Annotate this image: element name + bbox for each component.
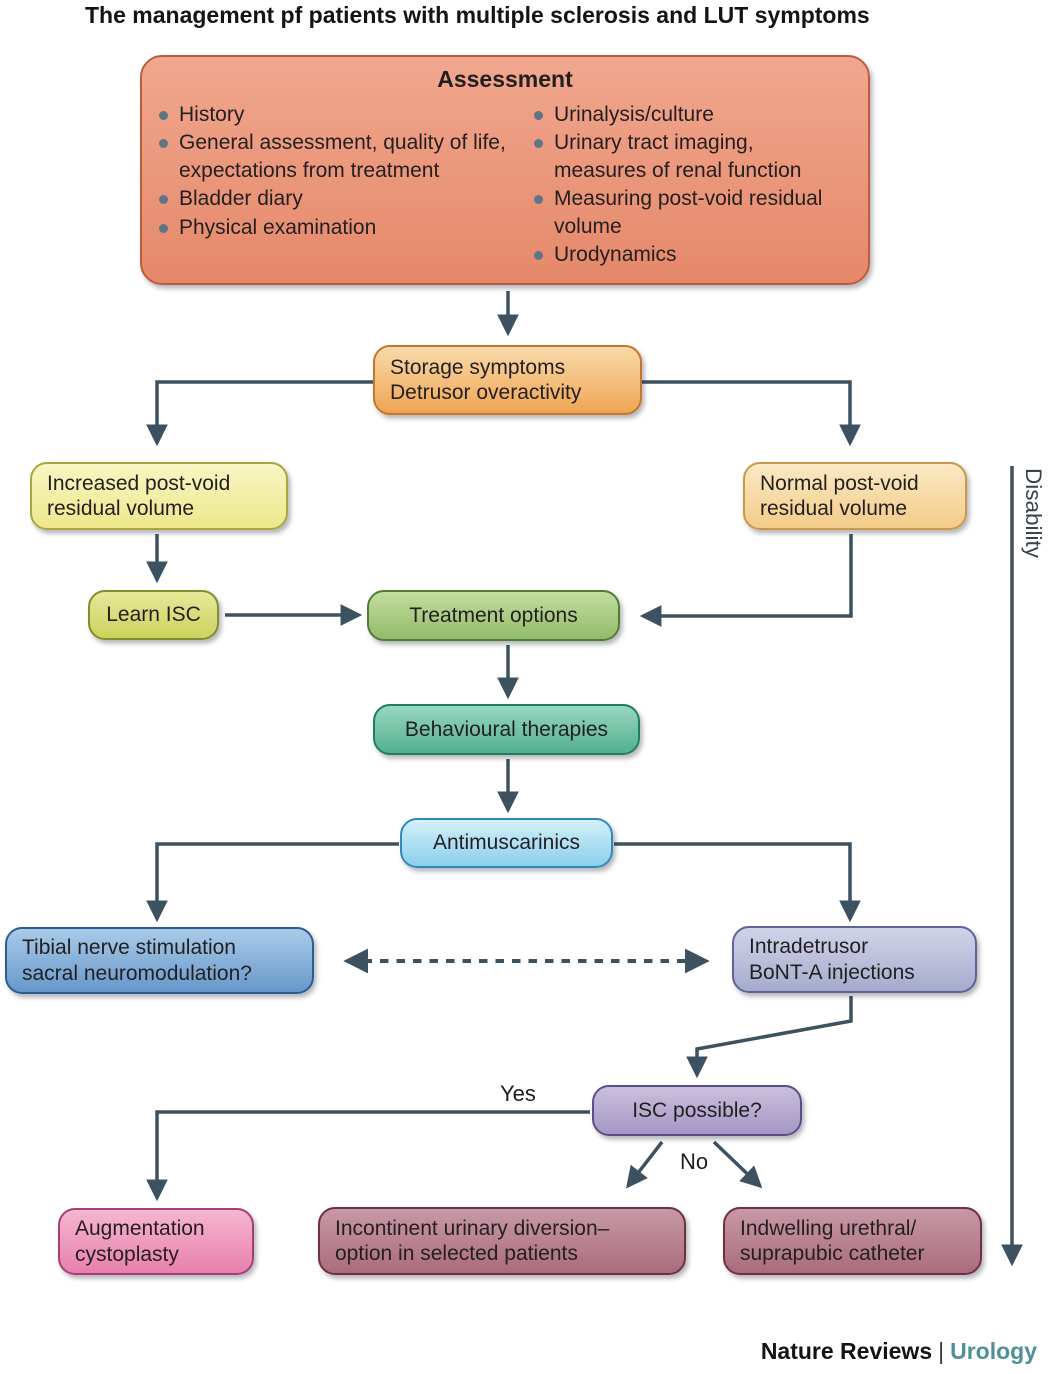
assessment-item: Measuring post-void residual volume <box>531 185 836 240</box>
isc-possible-label: ISC possible? <box>632 1098 762 1122</box>
arrow-bont-to-isc-possible <box>697 996 851 1075</box>
treatment-options-label: Treatment options <box>409 603 578 627</box>
storage-symptoms-box <box>373 345 642 415</box>
augmentation-line1: Augmentation <box>75 1217 205 1240</box>
yes-branch-label: Yes <box>500 1081 536 1106</box>
footer-brand: Nature Reviews <box>760 1338 933 1364</box>
antimuscarinics-box <box>400 818 613 868</box>
normal-pvr-box <box>743 462 967 530</box>
assessment-item: Physical examination <box>156 214 531 242</box>
antimuscarinics-label: Antimuscarinics <box>432 831 581 855</box>
storage-line1: Storage symptoms <box>390 355 566 379</box>
tibial-line2: sacral neuromodulation? <box>22 961 252 985</box>
assessment-right-list <box>531 101 836 270</box>
arrow-no-to-indwelling <box>714 1142 760 1186</box>
augmentation-line2: cystoplasty <box>75 1242 179 1266</box>
increased-pvr-line1: Increased post-void <box>47 471 231 495</box>
footer-separator: | <box>938 1338 945 1364</box>
bont-line1: Intradetrusor <box>749 935 869 958</box>
assessment-item: History <box>156 101 531 129</box>
arrow-storage-to-increased <box>157 382 374 443</box>
assessment-item: Urinalysis/culture <box>531 101 836 129</box>
learn-isc-box <box>88 590 219 640</box>
indwelling-line2: suprapubic catheter <box>740 1242 925 1265</box>
increased-pvr-line2: residual volume <box>47 497 195 520</box>
indwelling-line1: Indwelling urethral/ <box>740 1216 917 1240</box>
assessment-item: Urodynamics <box>531 241 836 269</box>
diversion-line1: Incontinent urinary diversion– <box>335 1216 610 1240</box>
arrow-no-to-diversion <box>628 1142 662 1186</box>
assessment-item: Urinary tract imaging, measures of renal function <box>531 129 836 184</box>
normal-pvr-line1: Normal post-void <box>760 471 919 495</box>
assessment-left-list <box>156 101 531 270</box>
journal-footer <box>761 1338 1037 1365</box>
isc-possible-box <box>592 1085 802 1136</box>
increased-pvr-box <box>30 462 288 530</box>
arrow-antimuscarinics-to-bont <box>614 844 850 919</box>
storage-line2: Detrusor overactivity <box>390 381 582 404</box>
treatment-options-box <box>367 590 620 641</box>
arrow-antimuscarinics-to-tibial <box>157 844 399 919</box>
indwelling-catheter-box <box>723 1207 982 1275</box>
assessment-box <box>140 55 870 285</box>
arrow-yes-to-augmentation <box>157 1112 590 1198</box>
urinary-diversion-box <box>318 1207 686 1275</box>
arrow-storage-to-normal <box>641 382 850 443</box>
tibial-line1: Tibial nerve stimulation <box>22 936 236 959</box>
normal-pvr-line2: residual volume <box>760 497 908 520</box>
augmentation-box <box>58 1208 254 1275</box>
figure-title: The management pf patients with multiple sclerosis and LUT symptoms <box>85 2 870 28</box>
behavioural-therapies-box <box>373 704 640 755</box>
footer-journal: Urology <box>950 1338 1037 1364</box>
tibial-nerve-box <box>5 927 314 994</box>
bont-injections-box <box>732 926 977 993</box>
bont-line2: BoNT-A injections <box>749 960 915 984</box>
behavioural-therapies-label: Behavioural therapies <box>404 717 609 741</box>
learn-isc-label: Learn ISC <box>106 603 201 627</box>
assessment-item: Bladder diary <box>156 185 531 213</box>
no-branch-label: No <box>680 1149 709 1174</box>
arrow-normal-to-treatment <box>643 534 851 616</box>
assessment-item: General assessment, quality of life, expectations from treatment <box>156 129 531 184</box>
assessment-heading: Assessment <box>437 66 573 92</box>
disability-axis-label: Disability <box>1021 468 1046 559</box>
diversion-line2: option in selected patients <box>335 1242 578 1265</box>
assessment-columns <box>156 101 854 270</box>
